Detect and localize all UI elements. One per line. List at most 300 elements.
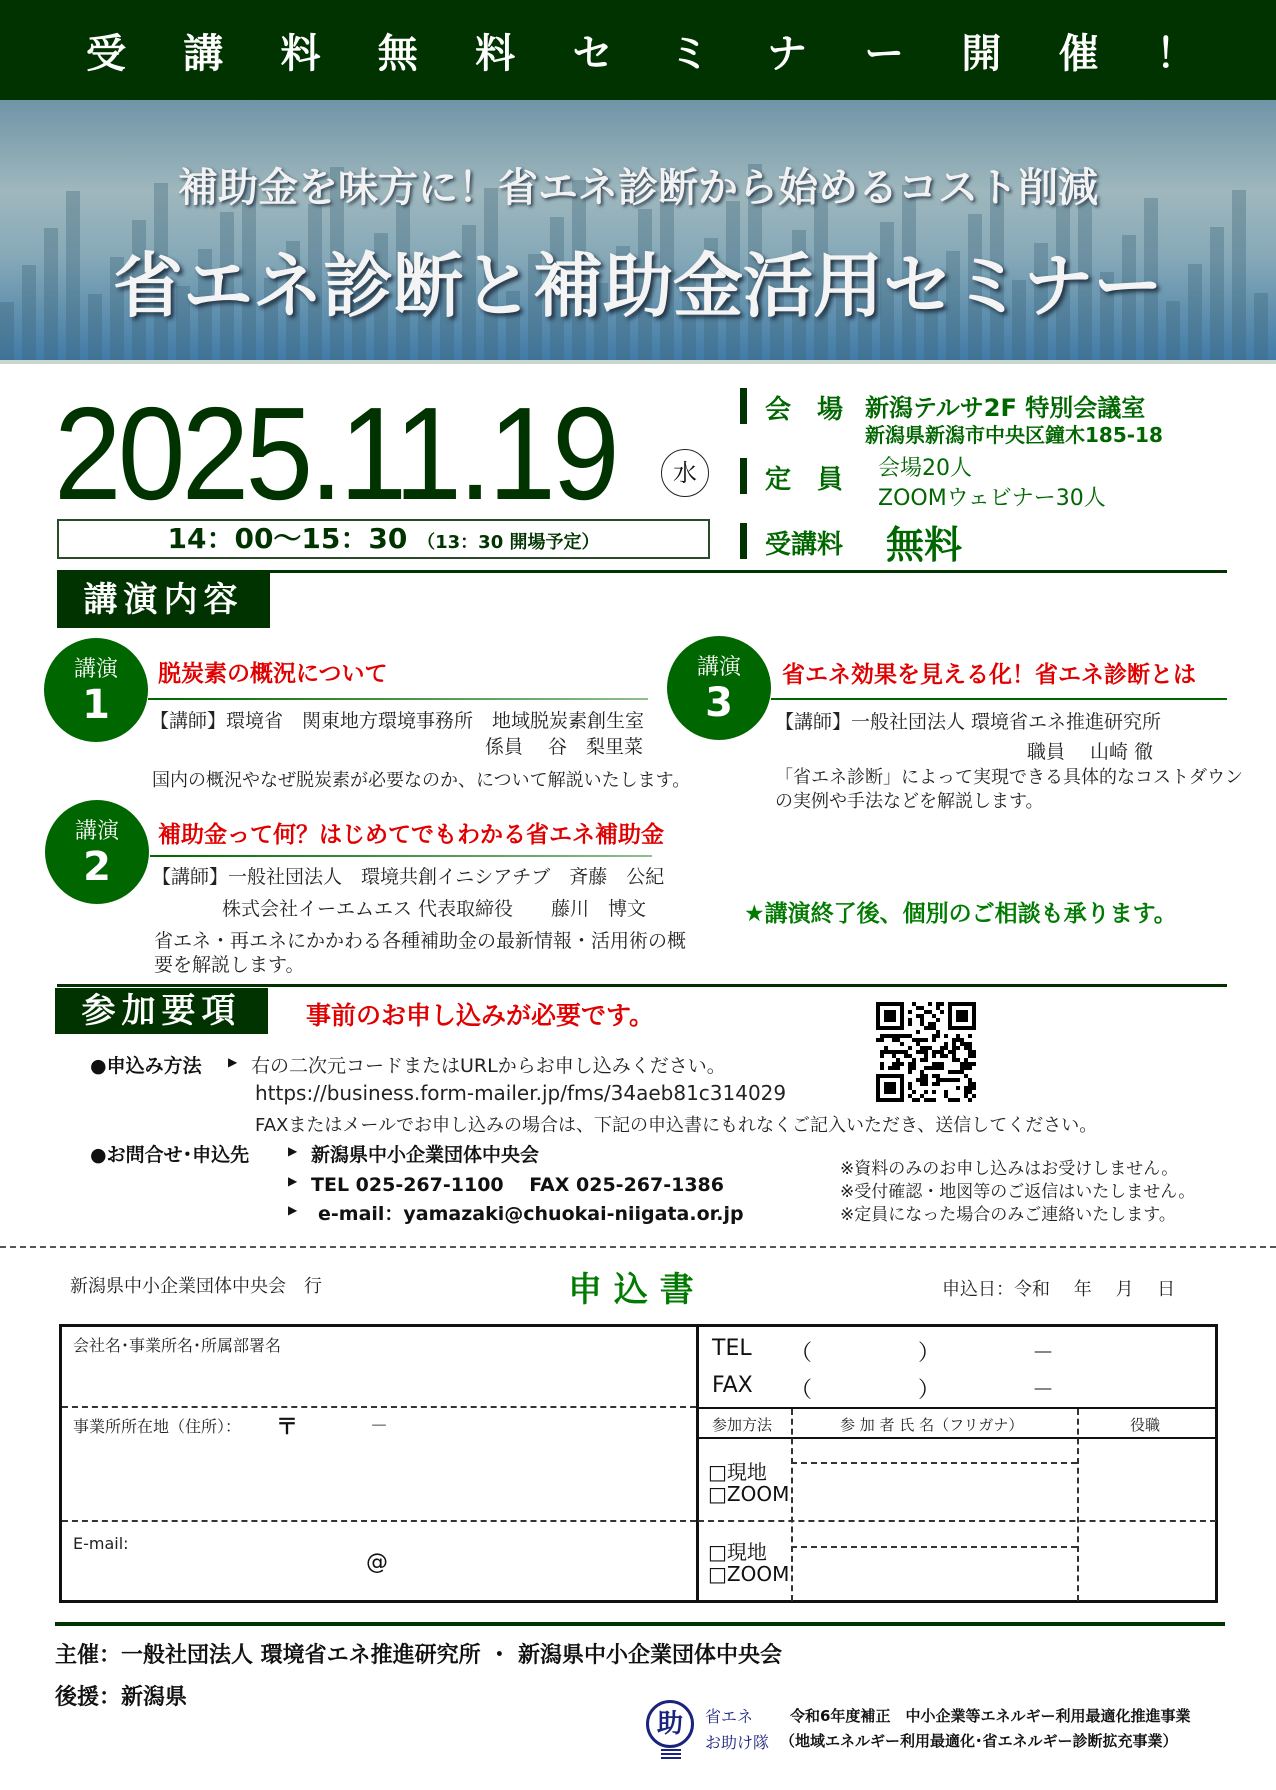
- qr-module: [936, 1074, 940, 1078]
- fax-label: FAX: [712, 1373, 753, 1398]
- qr-module: [928, 1098, 932, 1102]
- paren-close: ）: [918, 1341, 941, 1366]
- paren-open: （: [790, 1378, 813, 1403]
- event-date: 2025.11.19: [54, 380, 616, 527]
- qr-module: [956, 1098, 960, 1102]
- qr-module: [920, 1078, 924, 1082]
- qr-module: [928, 1002, 932, 1006]
- qr-module: [968, 1062, 972, 1066]
- qr-module: [896, 1038, 900, 1042]
- qr-module: [948, 1070, 952, 1074]
- row-divider: [62, 1520, 696, 1522]
- seminar-title: 省エネ診断と補助金活用セミナー: [113, 245, 1163, 327]
- contact-phone-fax: TEL 025-267-1100 FAX 025-267-1386: [311, 1174, 724, 1196]
- qr-module: [896, 1050, 900, 1054]
- qr-module: [908, 1082, 912, 1086]
- qr-module: [936, 1066, 940, 1070]
- company-label: 会社名･事業所名･所属部署名: [73, 1336, 282, 1355]
- note-1: ※資料のみのお申し込みはお受けしません。: [840, 1159, 1179, 1179]
- option-zoom-2[interactable]: □ZOOM: [708, 1562, 790, 1586]
- qr-module: [944, 1090, 948, 1094]
- logo-glyph: 助: [646, 1700, 694, 1748]
- qr-module: [972, 1086, 976, 1090]
- method-text: 右の二次元コードまたはURLからお申し込みください。: [251, 1055, 726, 1077]
- qr-module: [904, 1054, 908, 1058]
- lectures-heading: 講演内容: [57, 573, 270, 628]
- qr-module: [928, 1066, 932, 1070]
- qr-module: [924, 1074, 928, 1078]
- banner-char: 料: [280, 30, 321, 77]
- address-field[interactable]: [62, 1440, 696, 1518]
- qr-module: [924, 1078, 928, 1082]
- qr-module: [936, 1062, 940, 1066]
- qr-module: [944, 1094, 948, 1098]
- furigana-divider: [791, 1462, 1077, 1464]
- qr-module: [940, 1062, 944, 1066]
- qr-module: [916, 1050, 920, 1054]
- qr-module: [940, 1066, 944, 1070]
- qr-module: [932, 1038, 936, 1042]
- badge-label: 講演: [696, 655, 741, 680]
- banner-char: 講: [183, 30, 224, 77]
- qr-module: [908, 1094, 912, 1098]
- qr-module: [952, 1058, 956, 1062]
- qr-module: [968, 1050, 972, 1054]
- qr-module: [940, 1050, 944, 1054]
- qr-module: [948, 1078, 952, 1082]
- email-label: E-mail:: [73, 1534, 129, 1553]
- qr-module: [932, 1050, 936, 1054]
- qr-module: [920, 1082, 924, 1086]
- qr-module: [952, 1054, 956, 1058]
- qr-module: [940, 1010, 944, 1014]
- qr-module: [892, 1038, 896, 1042]
- qr-module: [876, 1038, 880, 1042]
- lecture-1-speaker-name: 係員 谷 梨里菜: [485, 736, 644, 758]
- qr-module: [916, 1014, 920, 1018]
- qr-module: [880, 1054, 884, 1058]
- qr-module: [972, 1050, 976, 1054]
- qr-module: [956, 1034, 960, 1038]
- lecture-1-description: 国内の概況やなぜ脱炭素が必要なのか、について解説いたします。: [152, 770, 691, 791]
- qr-module: [884, 1046, 888, 1050]
- qr-module: [920, 1070, 924, 1074]
- registration-notice: 事前のお申し込みが必要です。: [306, 1001, 655, 1030]
- column-header-position: 役職: [1130, 1416, 1161, 1434]
- qr-module: [920, 1022, 924, 1026]
- qr-module: [924, 1026, 928, 1030]
- qr-module: [972, 1062, 976, 1066]
- qr-module: [972, 1054, 976, 1058]
- lecture-1-badge: [44, 638, 148, 742]
- cut-line: [0, 1246, 1276, 1248]
- banner-char: ミ: [669, 30, 710, 77]
- qr-module: [972, 1082, 976, 1086]
- qr-module: [936, 1002, 940, 1006]
- qr-module: [960, 1062, 964, 1066]
- lecture-2-speaker: 【講師】一般社団法人 環境共創イニシアチブ 斉藤 公紀: [152, 866, 665, 888]
- qr-module: [920, 1094, 924, 1098]
- fax-field[interactable]: [760, 1370, 1210, 1406]
- qr-module: [964, 1090, 968, 1094]
- qr-module: [908, 1034, 912, 1038]
- qr-module: [924, 1066, 928, 1070]
- badge-number: 2: [83, 844, 111, 890]
- qr-module: [880, 1034, 884, 1038]
- qr-module: [936, 1082, 940, 1086]
- qr-module: [952, 1046, 956, 1050]
- qr-module: [940, 1046, 944, 1050]
- qr-module: [956, 1086, 960, 1090]
- lecture-underline: [148, 698, 648, 700]
- qr-module: [928, 1022, 932, 1026]
- qr-module: [924, 1046, 928, 1050]
- badge-label: 講演: [73, 657, 118, 682]
- qr-module: [968, 1078, 972, 1082]
- contact-organization: 新潟県中小企業団体中央会: [311, 1144, 540, 1166]
- qr-module: [900, 1034, 904, 1038]
- postal-dash: －: [370, 1416, 388, 1437]
- qr-module: [964, 1094, 968, 1098]
- paren-close: ）: [918, 1378, 941, 1403]
- qr-module: [932, 1066, 936, 1070]
- note-2: ※受付確認・地図等のご返信はいたしません。: [840, 1182, 1196, 1202]
- row-divider: [62, 1406, 696, 1408]
- lecture-3-badge: [667, 636, 771, 740]
- lecture-2-badge: [45, 800, 149, 904]
- arrow-right-icon: ▶: [228, 1055, 238, 1069]
- qr-module: [880, 1050, 884, 1054]
- qr-module: [924, 1038, 928, 1042]
- seminar-subtitle: 補助金を味方に！省エネ診断から始めるコスト削減: [178, 165, 1098, 211]
- qr-module: [900, 1042, 904, 1046]
- qr-module: [912, 1098, 916, 1102]
- qr-module: [912, 1090, 916, 1094]
- form-title: 申 込 書: [568, 1270, 694, 1310]
- doors-open-note: （13：30 開場予定）: [417, 532, 600, 553]
- banner-char: ！: [1155, 30, 1196, 77]
- qr-module: [916, 1030, 920, 1034]
- lecture-2-description: 省エネ・再エネにかかわる各種補助金の最新情報・活用術の概: [154, 930, 687, 952]
- qr-module: [964, 1058, 968, 1062]
- bulb-base-icon: [661, 1749, 681, 1759]
- lecture-2-description-2: 要を解説します。: [154, 954, 305, 976]
- qr-module: [916, 1042, 920, 1046]
- qr-code[interactable]: [876, 1002, 976, 1102]
- hero-banner: [0, 100, 1276, 362]
- qr-module: [968, 1042, 972, 1046]
- arrow-right-icon: ▶: [288, 1174, 298, 1188]
- qr-module: [916, 1038, 920, 1042]
- qr-module: [916, 1006, 920, 1010]
- qr-module: [952, 1050, 956, 1054]
- qr-module: [952, 1042, 956, 1046]
- tel-dash: －: [1032, 1341, 1055, 1366]
- logo-text-1: 省エネ: [705, 1707, 754, 1726]
- arrow-right-icon: ▶: [288, 1203, 298, 1217]
- fax-dash: －: [1032, 1378, 1055, 1403]
- capacity-zoom: ZOOMウェビナー30人: [878, 486, 1106, 511]
- qr-module: [964, 1062, 968, 1066]
- qr-module: [896, 1058, 900, 1062]
- qr-module: [940, 1054, 944, 1058]
- venue-address: 新潟県新潟市中央区鐘木185-18: [865, 423, 1163, 447]
- qr-module: [880, 1062, 884, 1066]
- day-of-week-badge: 水: [661, 449, 709, 497]
- company-field[interactable]: [62, 1346, 696, 1404]
- info-bar: [740, 388, 747, 424]
- qr-module: [932, 1090, 936, 1094]
- lecture-3-title: 省エネ効果を見える化！省エネ診断とは: [782, 662, 1196, 688]
- lecture-2-speaker-2: 株式会社イーエムエス 代表取締役 藤川 博文: [222, 898, 647, 920]
- fax-instructions: FAXまたはメールでお申し込みの場合は、下記の申込書にもれなくご記入いただき、送信してください。: [255, 1115, 1098, 1136]
- qr-module: [952, 1098, 956, 1102]
- qr-module: [908, 1070, 912, 1074]
- section-divider: [57, 984, 1227, 987]
- registration-url[interactable]: https://business.form-mailer.jp/fms/34aeb81c314029: [255, 1081, 787, 1105]
- qr-module: [912, 1062, 916, 1066]
- qr-module: [908, 1086, 912, 1090]
- participation-heading: 参加要項: [55, 988, 268, 1034]
- qr-module: [920, 1046, 924, 1050]
- lecture-1-title: 脱炭素の概況について: [158, 661, 388, 687]
- qr-module: [932, 1034, 936, 1038]
- qr-module: [952, 1078, 956, 1082]
- qr-module: [944, 1034, 948, 1038]
- qr-module: [920, 1014, 924, 1018]
- row-divider: [698, 1437, 1216, 1439]
- qr-module: [944, 1054, 948, 1058]
- supporter: 後援：新潟県: [55, 1685, 188, 1710]
- qr-module: [920, 1006, 924, 1010]
- qr-module: [924, 1082, 928, 1086]
- column-divider: [1077, 1409, 1079, 1601]
- qr-module: [900, 1062, 904, 1066]
- banner-char: ナ: [766, 30, 807, 77]
- qr-module: [888, 1050, 892, 1054]
- form-addressee: 新潟県中小企業団体中央会 行: [70, 1276, 322, 1297]
- qr-module: [920, 1074, 924, 1078]
- qr-module: [956, 1078, 960, 1082]
- qr-module: [968, 1086, 972, 1090]
- qr-module: [932, 1074, 936, 1078]
- venue-name: 新潟テルサ2F 特別会議室: [865, 394, 1146, 422]
- qr-module: [932, 1082, 936, 1086]
- qr-module: [964, 1074, 968, 1078]
- organizer: 主催：一般社団法人 環境省エネ推進研究所 ・ 新潟県中小企業団体中央会: [55, 1643, 782, 1668]
- footer-divider: [55, 1622, 1225, 1626]
- qr-module: [936, 1034, 940, 1038]
- qr-module: [900, 1050, 904, 1054]
- option-onsite-2[interactable]: □現地: [708, 1540, 767, 1564]
- banner-divider: [0, 360, 1276, 364]
- qr-module: [944, 1046, 948, 1050]
- qr-module: [884, 1082, 896, 1094]
- qr-module: [932, 1054, 936, 1058]
- column-header-name: 参 加 者 氏 名（フリガナ）: [840, 1416, 1024, 1434]
- qr-module: [944, 1042, 948, 1046]
- qr-module: [960, 1066, 964, 1070]
- note-3: ※定員になった場合のみご連絡いたします。: [840, 1205, 1176, 1225]
- program-line-1: 令和6年度補正 中小企業等エネルギー利用最適化推進事業: [790, 1707, 1191, 1725]
- qr-module: [940, 1002, 944, 1006]
- banner-char: 料: [475, 30, 516, 77]
- qr-module: [956, 1046, 960, 1050]
- qr-module: [924, 1010, 928, 1014]
- qr-module: [892, 1066, 896, 1070]
- qr-module: [920, 1058, 924, 1062]
- qr-module: [884, 1034, 888, 1038]
- lecture-3-speaker-name: 職員 山崎 徹: [1027, 741, 1154, 763]
- qr-module: [948, 1050, 952, 1054]
- tel-label: TEL: [712, 1336, 752, 1361]
- qr-module: [896, 1034, 900, 1038]
- lecture-1-speaker: 【講師】環境省 関東地方環境事務所 地域脱炭素創生室: [150, 710, 645, 732]
- qr-module: [936, 1006, 940, 1010]
- qr-module: [932, 1062, 936, 1066]
- email-field[interactable]: [62, 1526, 696, 1600]
- qr-module: [952, 1038, 956, 1042]
- otasuketai-logo: [646, 1700, 696, 1762]
- badge-number: 3: [705, 680, 733, 726]
- qr-module: [968, 1046, 972, 1050]
- qr-module: [924, 1050, 928, 1054]
- qr-module: [928, 1046, 932, 1050]
- qr-module: [928, 1026, 932, 1030]
- badge-label: 講演: [74, 819, 119, 844]
- qr-module: [892, 1062, 896, 1066]
- banner-char: セ: [572, 30, 613, 77]
- qr-module: [892, 1050, 896, 1054]
- qr-module: [932, 1026, 936, 1030]
- fee-value: 無料: [886, 523, 963, 567]
- arrow-right-icon: ▶: [288, 1144, 298, 1158]
- qr-module: [908, 1054, 912, 1058]
- qr-module: [912, 1058, 916, 1062]
- qr-module: [924, 1058, 928, 1062]
- qr-module: [932, 1098, 936, 1102]
- qr-module: [960, 1042, 964, 1046]
- qr-module: [936, 1018, 940, 1022]
- lecture-3-speaker: 【講師】一般社団法人 環境省エネ推進研究所: [775, 711, 1162, 733]
- lecture-2-title: 補助金って何？はじめてでもわかる省エネ補助金: [158, 822, 664, 848]
- qr-module: [912, 1066, 916, 1070]
- qr-module: [968, 1034, 972, 1038]
- capacity-onsite: 会場20人: [878, 456, 972, 481]
- qr-module: [896, 1062, 900, 1066]
- row-divider: [698, 1520, 1216, 1522]
- qr-module: [908, 1066, 912, 1070]
- qr-module: [956, 1038, 960, 1042]
- banner-char: 開: [961, 30, 1002, 77]
- qr-module: [908, 1022, 912, 1026]
- qr-module: [896, 1066, 900, 1070]
- qr-module: [940, 1078, 944, 1082]
- fee-label: 受講料: [765, 530, 844, 560]
- at-mark: @: [366, 1550, 388, 1575]
- qr-module: [912, 1038, 916, 1042]
- column-divider: [791, 1409, 793, 1601]
- qr-module: [884, 1010, 896, 1022]
- qr-module: [888, 1066, 892, 1070]
- time-range: 14：00～15：30: [167, 522, 408, 555]
- qr-module: [960, 1038, 964, 1042]
- lecture-3-description-2: の実例や手法などを解説します。: [775, 791, 1044, 812]
- qr-module: [952, 1070, 956, 1074]
- row-divider: [698, 1407, 1216, 1409]
- qr-module: [936, 1030, 940, 1034]
- qr-module: [944, 1078, 948, 1082]
- qr-module: [920, 1018, 924, 1022]
- qr-module: [920, 1050, 924, 1054]
- qr-module: [936, 1050, 940, 1054]
- qr-module: [924, 1054, 928, 1058]
- qr-module: [892, 1054, 896, 1058]
- form-divider: [696, 1324, 699, 1603]
- qr-module: [928, 1010, 932, 1014]
- qr-module: [892, 1034, 896, 1038]
- qr-module: [924, 1098, 928, 1102]
- tel-field[interactable]: [760, 1332, 1210, 1368]
- qr-module: [908, 1062, 912, 1066]
- qr-module: [968, 1082, 972, 1086]
- qr-module: [888, 1034, 892, 1038]
- application-date[interactable]: 申込日：令和 年 月 日: [942, 1279, 1176, 1300]
- banner-char: 催: [1058, 30, 1099, 77]
- qr-module: [964, 1042, 968, 1046]
- qr-module: [916, 1078, 920, 1082]
- qr-module: [908, 1018, 912, 1022]
- qr-module: [880, 1066, 884, 1070]
- qr-module: [964, 1066, 968, 1070]
- banner-char: ー: [864, 30, 905, 77]
- address-label: 事業所所在地（住所）：: [73, 1417, 242, 1436]
- qr-module: [964, 1086, 968, 1090]
- qr-module: [920, 1038, 924, 1042]
- qr-module: [968, 1090, 972, 1094]
- contact-label: ●お問合せ･申込先: [90, 1144, 250, 1166]
- qr-module: [960, 1070, 964, 1074]
- qr-module: [956, 1070, 960, 1074]
- qr-module: [972, 1094, 976, 1098]
- qr-module: [956, 1010, 968, 1022]
- qr-module: [912, 1002, 916, 1006]
- lecture-3-description: 「省エネ診断」によって実現できる具体的なコストダウン: [775, 767, 1243, 788]
- top-banner-bar: [0, 0, 1276, 100]
- qr-module: [968, 1066, 972, 1070]
- contact-email[interactable]: e-mail：yamazaki@chuokai-niigata.or.jp: [318, 1203, 744, 1225]
- qr-module: [880, 1038, 884, 1042]
- consultation-note: ★講演終了後、個別のご相談も承ります。: [744, 901, 1177, 927]
- postal-mark: 〒: [276, 1415, 299, 1440]
- capacity-label: 定 員: [765, 465, 844, 495]
- qr-module: [968, 1098, 972, 1102]
- qr-module: [916, 1098, 920, 1102]
- qr-module: [884, 1050, 888, 1054]
- qr-module: [908, 1010, 912, 1014]
- info-bar: [740, 523, 747, 559]
- paren-open: （: [790, 1341, 813, 1366]
- method-label: ●申込み方法: [90, 1055, 202, 1077]
- badge-number: 1: [82, 682, 110, 728]
- qr-module: [932, 1014, 936, 1018]
- option-zoom-1[interactable]: □ZOOM: [708, 1482, 790, 1506]
- option-onsite-1[interactable]: □現地: [708, 1460, 767, 1484]
- event-time: [57, 519, 710, 559]
- qr-module: [908, 1046, 912, 1050]
- qr-module: [904, 1050, 908, 1054]
- banner-char: 無: [377, 30, 418, 77]
